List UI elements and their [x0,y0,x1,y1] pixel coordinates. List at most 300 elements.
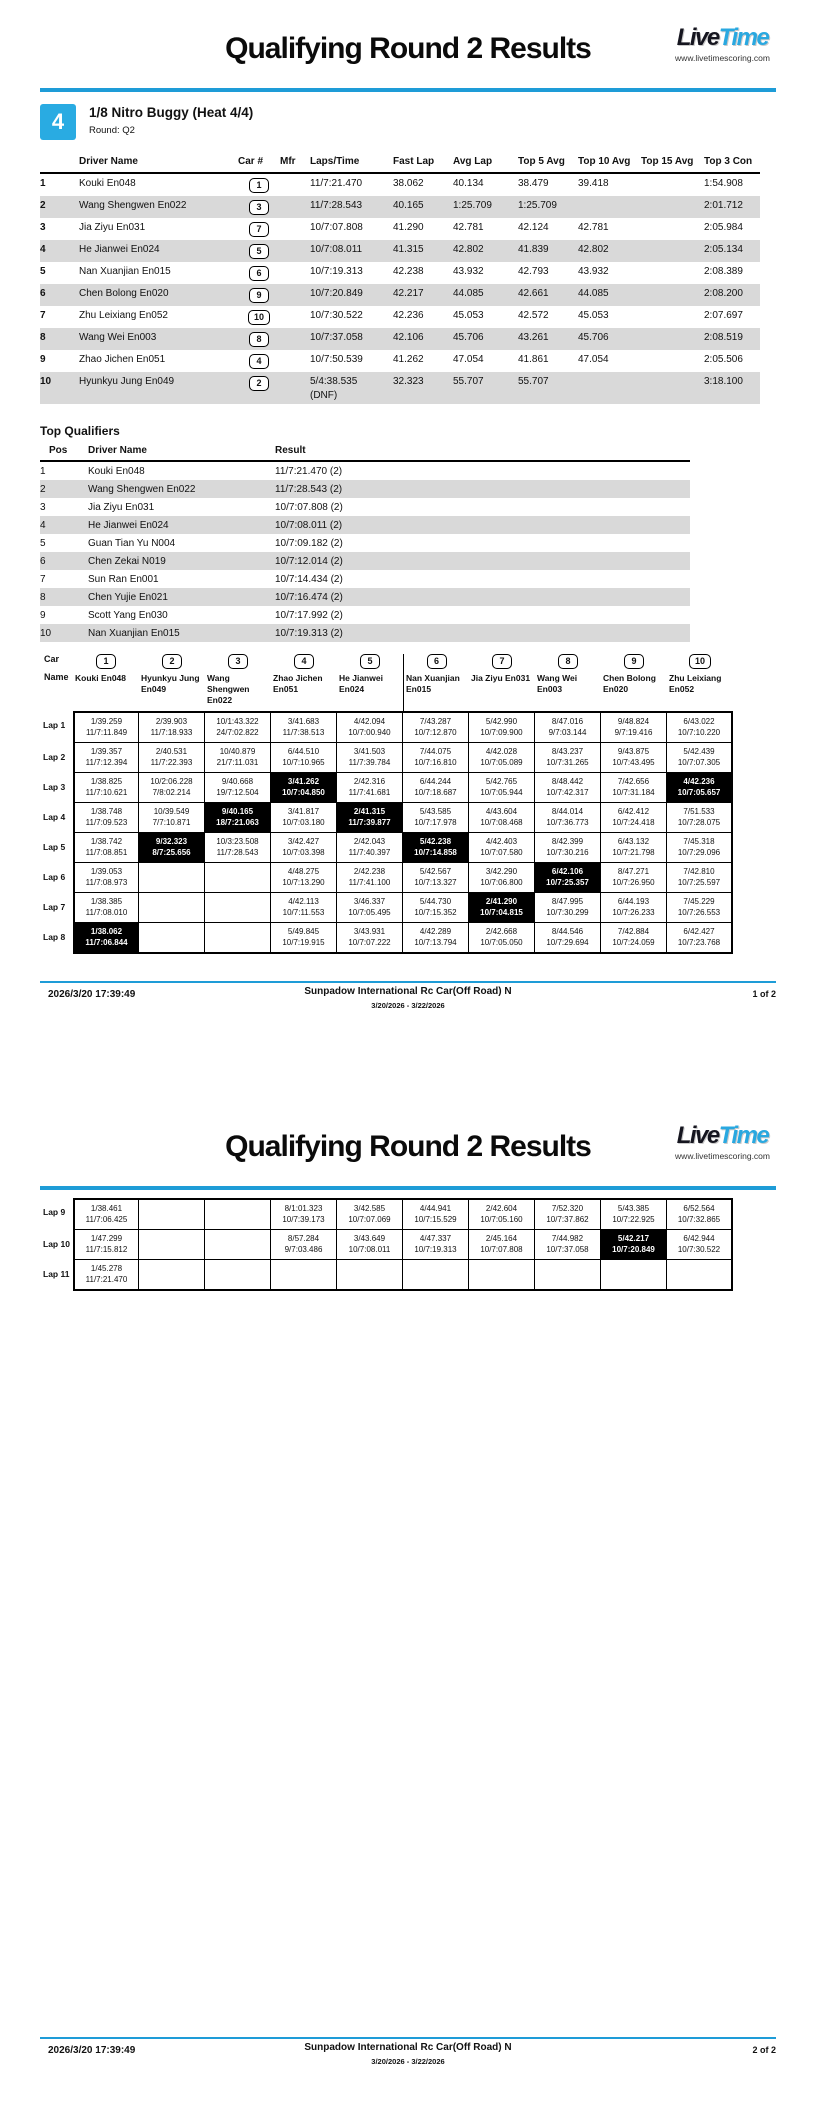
lap-cell [403,923,469,954]
lap-pace-time: 10/7:15.529 [414,1215,457,1225]
results-header-top3con: Top 3 Con [704,152,760,174]
lap-position-time: 8/42.399 [551,837,584,847]
lap-position-time: 1/38.748 [90,807,123,817]
results-header-top5: Top 5 Avg [518,152,578,174]
result-top5-avg: 42.572 [518,310,549,321]
lap-position-time: 6/42.106 [551,867,584,877]
car-number-badge: 7 [249,222,269,237]
footer-rule [40,981,776,984]
lap-cell [667,833,733,863]
qualifier-result: 10/7:09.182 (2) [275,537,343,549]
lap-cell [271,833,337,863]
result-top5-avg: 55.707 [518,372,578,404]
result-pos: 6 [40,284,79,306]
laps-time-value: 10/7:37.058 [310,332,363,343]
result-pos: 7 [40,310,46,321]
lap-cell [469,1198,535,1230]
lap-cell [271,803,337,833]
lap-position-time: 2/42.604 [485,1204,518,1213]
lap-pace-time: 10/7:15.352 [414,908,457,918]
car-number-badge: 6 [427,654,447,669]
lap-pace-time: 11/7:09.523 [85,818,128,828]
lap-row-label: Lap 10 [43,1239,70,1249]
lap-pace-time: 11/7:10.621 [85,788,128,798]
lap-pace-time: 10/7:37.862 [546,1215,589,1225]
lap-cell [535,743,601,773]
lapchart-driver-name: Hyunkyu Jung En049 [141,673,200,695]
lap-position-time: 5/43.385 [617,1204,650,1213]
laps-time-value: 10/7:20.849 [310,288,363,299]
lap-position-time: 2/45.164 [485,1234,518,1243]
lapchart-car-cell [535,654,601,672]
footer-event-name: Sunpadow International Rc Car(Off Road) N [304,986,512,997]
lap-position-time: 7/52.320 [551,1204,584,1213]
lap-pace-time: 10/7:13.290 [282,878,325,888]
lap-pace-time: 11/7:12.394 [85,758,128,768]
car-number-badge: 3 [249,200,269,215]
qualifier-driver-name: Chen Zekai N019 [88,552,275,570]
qualifier-driver-name: Kouki En048 [88,465,145,477]
qualifier-driver-name: Nan Xuanjian En015 [88,624,275,642]
lap-cell [73,803,139,833]
lap-pace-time: 10/7:30.216 [546,848,589,858]
lap-cell [469,743,535,773]
result-top3-con: 2:08.200 [704,284,760,306]
qualifier-pos: 9 [40,609,46,621]
lap-cell [469,1230,535,1260]
result-car-cell [238,262,280,284]
lap-cell [601,863,667,893]
lap-position-time: 5/42.217 [617,1234,650,1243]
lap-cell [205,743,271,773]
car-number-badge: 8 [558,654,578,669]
footer-center [40,986,776,1010]
lap-pace-time: 11/7:08.010 [85,908,128,918]
lap-position-time: 8/47.016 [551,717,584,727]
lap-pace-time: 10/7:09.900 [480,728,523,738]
lap-position-time: 6/43.132 [617,837,650,847]
lap-position-time: 7/45.318 [683,837,715,847]
lap-pace-time: 11/7:15.812 [85,1245,128,1255]
lap-position-time: 5/42.238 [419,837,452,847]
livetime-logo [675,24,770,63]
footer-page-number: 1 of 2 [752,989,776,999]
lap-position-time: 3/41.262 [287,777,320,787]
results-header-pos [40,152,79,174]
logo-url: www.livetimescoring.com [675,53,770,63]
qualifiers-table [40,442,776,642]
lap-row-label: Lap 4 [43,812,66,823]
car-number-badge: 8 [249,332,269,347]
lap-pace-time: 10/7:16.810 [414,758,457,768]
lap-pace-time: 11/7:11.849 [85,728,128,738]
result-fast-lap: 42.236 [393,310,424,321]
livetime-logo-text-2 [675,1122,770,1150]
lap-cell [403,803,469,833]
lap-cell [403,743,469,773]
lap-pace-time: 11/7:28.543 [216,848,259,858]
result-top10-avg: 42.781 [578,222,609,233]
lap-row-label: Lap 7 [43,902,66,913]
lap-position-time: 8/47.995 [551,897,584,907]
lap-pace-time: 8/7:25.656 [152,848,191,858]
lap-position-time: 7/42.656 [617,777,650,787]
lap-pace-time: 10/7:30.522 [677,1245,721,1255]
results-header-top10: Top 10 Avg [578,152,641,174]
lap-position-time: 1/38.825 [90,777,123,787]
lap-row-label: Lap 3 [43,782,66,793]
lap-position-time: 3/46.337 [353,897,386,907]
lap-pace-time: 10/7:25.357 [546,878,589,888]
lap-pace-time: 18/7:21.063 [216,818,259,828]
result-top15-avg [641,372,704,404]
result-avg-lap: 55.707 [453,372,518,404]
car-number-badge: 2 [162,654,182,669]
livetime-logo-2 [675,1122,770,1161]
result-top5-avg: 42.793 [518,266,549,277]
result-avg-lap: 1:25.709 [453,196,518,218]
lap-cell [535,863,601,893]
result-pos: 4 [40,240,79,262]
footer-page-number-2: 2 of 2 [752,2045,776,2055]
result-mfr [280,240,310,262]
result-driver-name: Wang Wei En003 [79,328,238,350]
result-pos: 2 [40,196,79,218]
footer-content-2 [40,2042,776,2072]
lap-position-time: 6/44.193 [617,897,650,907]
lap-pace-time: 21/7:11.031 [216,758,259,768]
lap-position-time: 3/42.585 [353,1204,386,1213]
result-avg-lap: 42.781 [453,222,484,233]
lap-pace-time: 10/7:17.978 [414,818,457,828]
result-fast-lap: 32.323 [393,372,453,404]
lap-position-time: 4/43.604 [485,807,518,817]
car-number-badge: 2 [249,376,269,391]
result-laps-time [310,174,393,196]
result-top3-con: 2:05.506 [704,354,743,365]
result-top15-avg [641,174,704,196]
lap-pace-time: 10/7:07.069 [348,1215,391,1225]
lap-position-time: 1/45.278 [90,1264,123,1273]
result-car-cell [238,218,280,240]
lapchart-car-cell [73,654,139,672]
lap-pace-time: 10/7:19.313 [414,1245,457,1255]
lap-cell [337,1230,403,1260]
qualifier-pos: 7 [40,573,46,585]
results-header-top15: Top 15 Avg [641,152,704,174]
lapchart-car-cell [469,654,535,672]
result-mfr [280,306,310,328]
lap-pace-time: 10/7:29.096 [677,848,721,858]
result-top5-avg: 42.124 [518,222,549,233]
result-top3-con: 2:05.984 [704,222,743,233]
lap-position-time: 9/40.165 [221,807,254,817]
result-top5-avg: 38.479 [518,178,549,189]
qualifiers-header-driver: Driver Name [88,442,275,462]
results-header-avglap: Avg Lap [453,152,518,174]
result-mfr [280,174,310,196]
lap-cell [205,803,271,833]
logo-live-text-2: Live [676,1122,719,1149]
lap-position-time: 4/42.028 [485,747,518,757]
result-top3-con: 2:08.389 [704,266,743,277]
lap-position-time: 10/2:06.228 [150,777,193,787]
lap-position-time: 5/44.730 [419,897,452,907]
lap-pace-time: 10/7:26.950 [612,878,655,888]
lap-cell [73,833,139,863]
lap-pace-time: 10/7:03.398 [282,848,325,858]
lap-position-time: 3/42.427 [287,837,320,847]
lap-position-time: 7/42.810 [683,867,715,877]
lap-cell [535,711,601,743]
lap-pace-time: 10/7:29.694 [546,938,589,948]
lap-pace-time: 11/7:18.933 [150,728,193,738]
lap-cell [535,1230,601,1260]
footer-center-2 [40,2042,776,2066]
lap-cell [73,1198,139,1230]
laps-time-value: 10/7:30.522 [310,310,363,321]
result-avg-lap: 44.085 [453,284,518,306]
lap-pace-time: 10/7:19.915 [282,938,325,948]
result-top3-con: 3:18.100 [704,372,760,404]
qualifier-result: 10/7:16.474 (2) [275,588,690,606]
result-fast-lap: 40.165 [393,196,453,218]
result-top15-avg [641,218,704,240]
document-header-2 [40,1118,776,1180]
lap-position-time: 6/42.944 [683,1234,715,1243]
lap-cell [205,833,271,863]
qualifier-driver-name: Sun Ran En001 [88,573,159,585]
header-rule [40,88,776,92]
qualifier-result: 10/7:12.014 (2) [275,552,690,570]
lap-pace-time: 10/7:14.858 [414,848,457,858]
result-top15-avg [641,284,704,306]
lapchart-driver-name: Zhu Leixiang En052 [669,673,722,695]
lap-position-time: 3/42.290 [485,867,518,877]
lapchart-driver-name: Zhao Jichen En051 [273,673,323,695]
lap-position-time: 3/43.649 [353,1234,386,1243]
lap-cell [73,743,139,773]
lap-pace-time: 10/7:28.075 [677,818,721,828]
result-pos: 8 [40,328,79,350]
lap-pace-time: 10/7:06.800 [480,878,523,888]
lap-position-time: 9/40.668 [221,777,254,787]
header-rule-2 [40,1186,776,1190]
page1-footer [40,981,776,1017]
lap-cell [601,1198,667,1230]
result-car-cell [238,328,280,350]
lap-position-time: 6/52.564 [683,1204,715,1213]
lap-row-label: Lap 2 [43,752,66,763]
lapchart-car-cell [271,654,337,672]
footer-timestamp: 2026/3/20 17:39:49 [48,989,136,1000]
result-top5-avg: 41.861 [518,354,549,365]
lap-position-time: 6/42.427 [683,927,715,937]
qualifier-result: 10/7:17.992 (2) [275,609,343,621]
lap-cell [403,1260,469,1291]
lap-position-time: 3/41.683 [287,717,320,727]
lap-cell [271,743,337,773]
lap-cell [73,711,139,743]
lap-cell [535,923,601,954]
livetime-logo-text [675,24,770,52]
logo-time-text: Time [718,24,769,51]
report-page-2 [0,1056,816,2112]
lap-cell [403,833,469,863]
lap-position-time: 8/43.237 [551,747,584,757]
lap-pace-time: 10/7:22.925 [612,1215,655,1225]
result-top3-con: 2:07.697 [704,310,743,321]
footer-event-name-2: Sunpadow International Rc Car(Off Road) N [304,2042,512,2053]
lap-pace-time: 10/7:13.794 [414,938,457,948]
result-top3-con: 1:54.908 [704,178,743,189]
result-top5-avg: 41.839 [518,240,578,262]
lap-pace-time: 10/7:26.553 [677,908,721,918]
heat-round-label: Round: Q2 [89,125,135,136]
lap-cell [469,773,535,803]
lap-position-time: 7/45.229 [683,897,715,907]
lap-pace-time: 7/7:10.871 [152,818,191,828]
lap-position-time: 7/51.533 [683,807,715,817]
result-car-cell [238,174,280,196]
lap-pace-time: 10/7:03.180 [282,818,325,828]
lap-cell [205,923,271,954]
result-avg-lap: 42.802 [453,240,518,262]
lap-cell [205,863,271,893]
result-top15-avg [641,350,704,372]
lap-position-time: 7/44.075 [419,747,452,757]
lap-pace-time: 10/7:31.265 [546,758,589,768]
car-number-badge: 1 [96,654,116,669]
lap-pace-time: 9/7:03.486 [284,1245,323,1255]
lap-cell [601,833,667,863]
lap-pace-time: 11/7:08.851 [85,848,128,858]
lap-cell [205,893,271,923]
lap-cell [139,711,205,743]
lap-position-time: 1/38.062 [90,927,123,937]
lap-pace-time: 10/7:24.418 [612,818,655,828]
lap-position-time: 7/43.287 [419,717,452,727]
lap-pace-time: 10/7:20.849 [612,1245,655,1255]
lap-cell [601,803,667,833]
result-avg-lap: 45.706 [453,328,518,350]
lapchart-car-cell [205,654,271,672]
lap-cell [469,711,535,743]
results-header-car: Car # [238,152,280,174]
lap-cell [337,863,403,893]
lap-cell [601,1230,667,1260]
lap-pace-time: 10/7:07.580 [480,848,523,858]
lap-cell [337,1198,403,1230]
lap-position-time: 1/47.299 [90,1234,123,1243]
lap-cell [271,711,337,743]
lapchart-car-cell [667,654,733,672]
result-laps-time [310,218,393,240]
footer-event-dates: 3/20/2026 - 3/22/2026 [371,1001,445,1010]
lap-position-time: 4/47.337 [419,1234,452,1243]
car-number-badge: 4 [294,654,314,669]
qualifier-result: 11/7:28.543 (2) [275,480,690,498]
qualifier-pos: 10 [40,624,88,642]
lap-cell [469,1260,535,1291]
lap-pace-time: 11/7:22.393 [150,758,193,768]
car-number-badge: 10 [689,654,711,669]
lap-cell [601,743,667,773]
heat-number-badge: 4 [40,104,76,140]
result-car-cell [238,372,280,404]
lap-pace-time: 10/7:21.798 [612,848,655,858]
lap-pace-time: 10/7:23.768 [677,938,721,948]
lap-pace-time: 11/7:39.784 [348,758,391,768]
lap-position-time: 9/48.824 [617,717,650,727]
result-laps-time [310,240,393,262]
result-avg-lap: 47.054 [453,354,484,365]
qualifier-result: 10/7:19.313 (2) [275,624,690,642]
lap-pace-time: 10/7:05.495 [348,908,391,918]
lap-pace-time: 11/7:21.470 [85,1275,128,1285]
lap-cell [73,923,139,954]
result-mfr [280,284,310,306]
lapchart-driver-name: Wang Shengwen En022 [207,673,250,706]
lapchart-driver-name: Kouki En048 [75,673,127,683]
lap-cell [271,863,337,893]
result-top5-avg: 42.661 [518,284,578,306]
lap-position-time: 5/42.765 [485,777,518,787]
result-fast-lap: 41.290 [393,222,424,233]
lap-position-time: 3/43.931 [353,927,386,937]
lap-pace-time: 10/7:00.940 [348,728,391,738]
footer-event-dates-2: 3/20/2026 - 3/22/2026 [371,2057,445,2066]
lap-cell [139,833,205,863]
result-driver-name: Hyunkyu Jung En049 [79,372,238,404]
lap-position-time: 4/44.941 [419,1204,452,1213]
lap-row-label: Lap 6 [43,872,66,883]
lap-position-time: 2/41.315 [353,807,386,817]
car-number-badge: 7 [492,654,512,669]
lap-cell [601,1260,667,1291]
lap-position-time: 1/39.357 [90,747,123,757]
result-driver-name: Kouki En048 [79,178,136,189]
lap-cell [601,711,667,743]
lap-position-time: 3/41.817 [287,807,320,817]
lap-cell [205,1230,271,1260]
lap-cell [469,833,535,863]
lap-cell [469,923,535,954]
lap-cell [667,803,733,833]
lapchart-car-label: Car [44,654,60,664]
qualifier-driver-name: Chen Yujie En021 [88,588,275,606]
lap-cell [139,1230,205,1260]
lap-cell [205,773,271,803]
result-top15-avg [641,262,704,284]
lap-position-time: 8/57.284 [287,1234,320,1243]
lap-row-label: Lap 9 [43,1207,66,1217]
lap-cell [337,803,403,833]
result-mfr [280,328,310,350]
lap-pace-time: 10/7:04.850 [282,788,325,798]
qualifier-pos: 2 [40,480,88,498]
lap-cell [73,893,139,923]
lap-position-time: 9/43.875 [617,747,650,757]
result-fast-lap: 42.238 [393,266,424,277]
lapchart-name-label: Name [44,672,69,682]
lap-pace-time: 19/7:12.504 [216,788,259,798]
result-top5-avg: 1:25.709 [518,196,578,218]
result-car-cell [238,306,280,328]
laps-time-value: 10/7:08.011 [310,244,363,255]
lap-cell [667,1230,733,1260]
lap-pace-time: 10/7:37.058 [546,1245,589,1255]
